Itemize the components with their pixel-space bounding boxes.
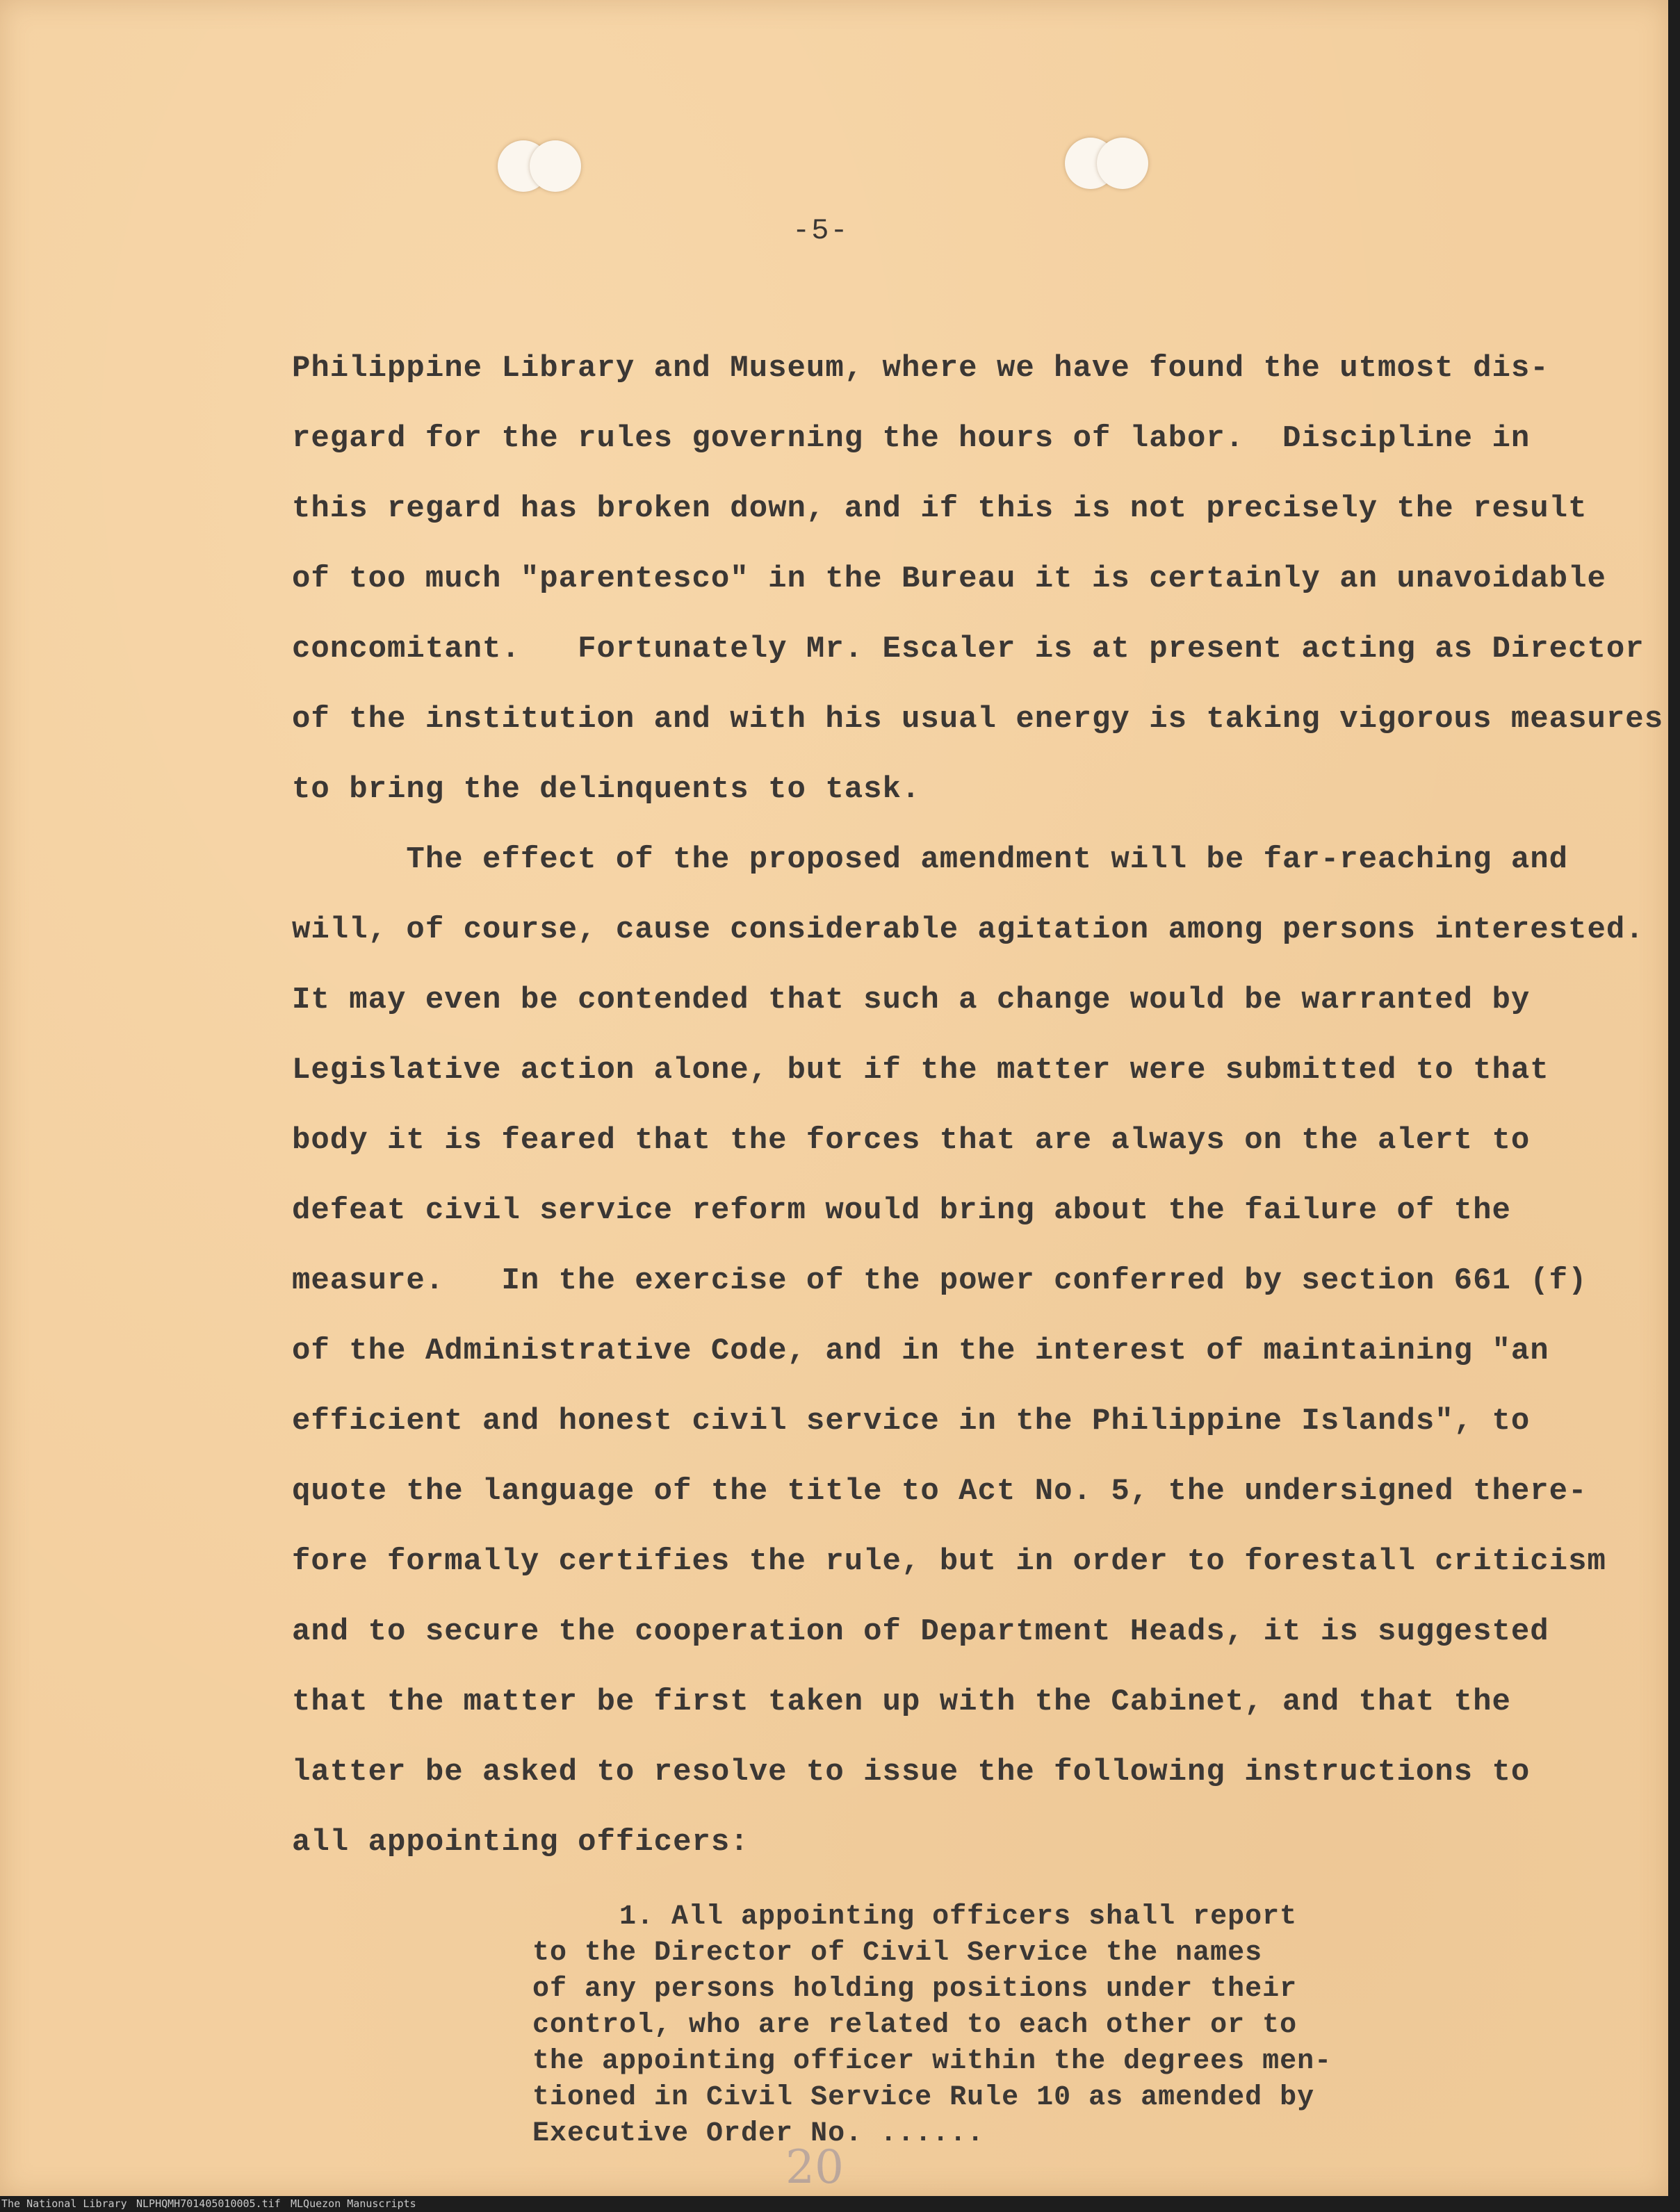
body-line: that the matter be first taken up with the Cabinet, and that the [292,1685,1511,1719]
punch-hole-right [1065,138,1148,189]
quote-line: tioned in Civil Service Rule 10 as amended by [532,2082,1315,2113]
body-line: defeat civil service reform would bring about the failure of the [292,1193,1511,1228]
body-line: regard for the rules governing the hours of labor. Discipline in [292,421,1531,456]
archive-footer [0,2196,1680,2212]
punch-hole-left [498,140,581,192]
body-line: fore formally certifies the rule, but in order to forestall criticism [292,1544,1606,1579]
body-line: measure. In the exercise of the power conferred by section 661 (f) [292,1263,1588,1298]
quote-line: 1. All appointing officers shall report [532,1901,1298,1933]
body-line: body it is feared that the forces that are always on the alert to [292,1123,1531,1158]
footer-collection: MLQuezon Manuscripts [291,2197,416,2210]
body-line: Philippine Library and Museum, where we have found the utmost dis- [292,351,1549,386]
footer-library: The National Library [1,2197,127,2210]
body-line: quote the language of the title to Act No. 5, the undersigned there- [292,1474,1588,1509]
body-line: latter be asked to resolve to issue the following instructions to [292,1755,1531,1789]
body-line: concomitant. Fortunately Mr. Escaler is at present acting as Director [292,632,1645,666]
body-line: this regard has broken down, and if this is not precisely the result [292,491,1588,526]
body-line: of too much "parentesco" in the Bureau it is certainly an unavoidable [292,562,1606,596]
page-stamp-number: 20 [785,2140,844,2194]
body-line: and to secure the cooperation of Department Heads, it is suggested [292,1614,1549,1649]
body-line: of the institution and with his usual energy is taking vigorous measures [292,702,1664,737]
footer-file: NLPHQMH701405010005.tif [136,2197,281,2210]
body-line: Legislative action alone, but if the matter were submitted to that [292,1053,1549,1088]
quote-line: of any persons holding positions under their [532,1974,1298,2005]
body-line: efficient and honest civil service in the Philippine Islands", to [292,1404,1531,1439]
quote-line: control, who are related to each other or to [532,2010,1298,2041]
page-number: -5- [792,214,849,247]
body-line: will, of course, cause considerable agitation among persons interested. [292,912,1645,947]
body-line: to bring the delinquents to task. [292,772,921,807]
quote-line: the appointing officer within the degrees men- [532,2046,1332,2077]
quote-line: to the Director of Civil Service the names [532,1937,1263,1969]
quote-line: Executive Order No. ...... [532,2118,985,2149]
body-line: of the Administrative Code, and in the interest of maintaining "an [292,1334,1549,1368]
body-line: all appointing officers: [292,1825,749,1860]
body-line: It may even be contended that such a change would be warranted by [292,983,1531,1017]
body-line: The effect of the proposed amendment will be far-reaching and [292,842,1569,877]
